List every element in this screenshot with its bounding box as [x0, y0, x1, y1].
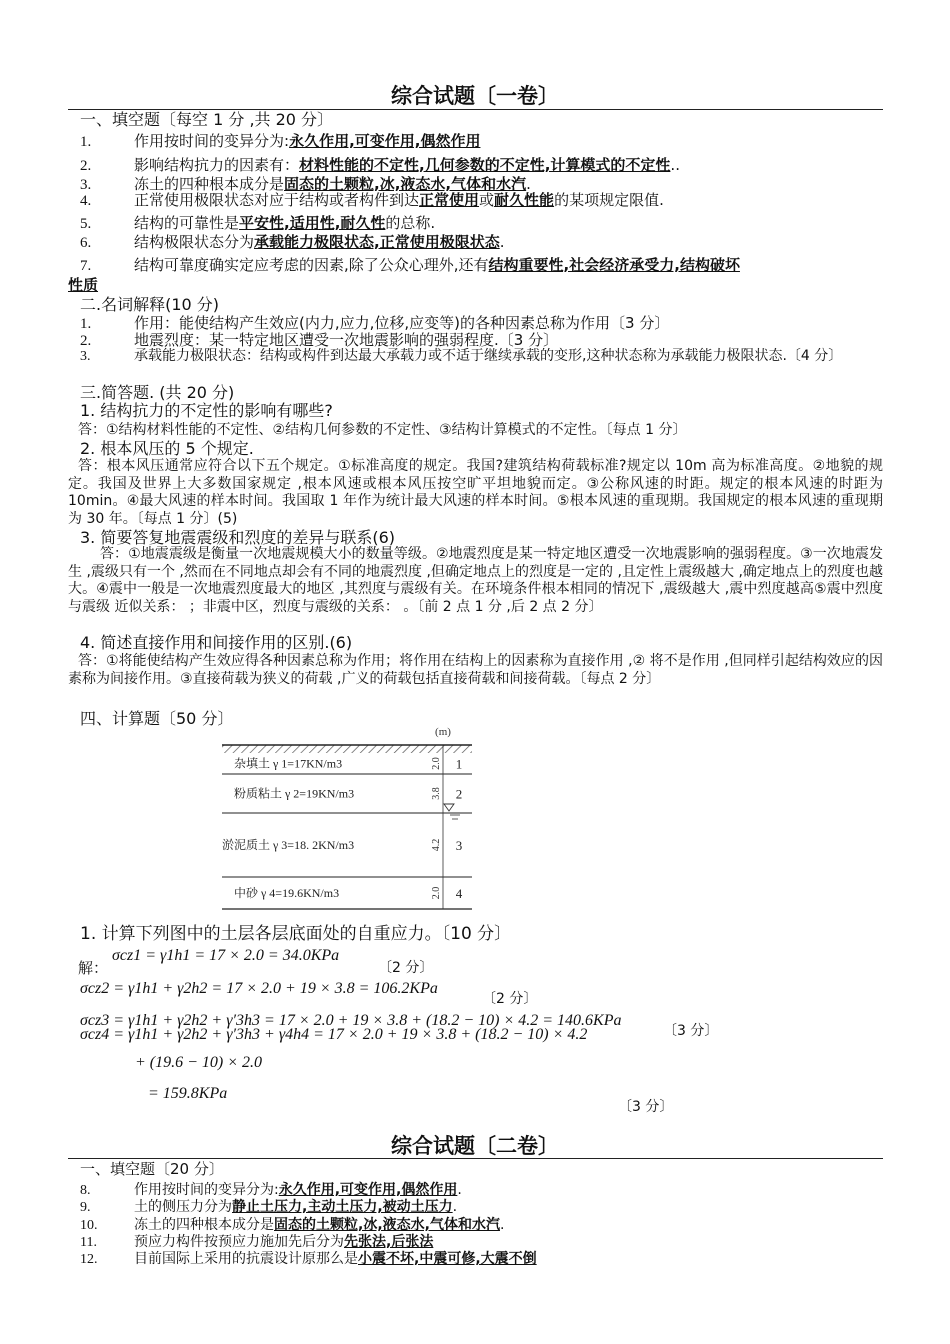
fill-question-4 [68, 191, 883, 210]
question-text: 结构极限状态分为 [134, 233, 255, 251]
answer: 固态的土颗粒,冰,液态水,气体和水汽 [284, 175, 527, 193]
short-answer-1: 答：①结构材料性能的不定性、②结构几何参数的不定性、③结构计算模式的不定性。〔每点 1 分〕 [78, 422, 687, 438]
layer-thickness: 2.0 [431, 886, 442, 900]
short-question-1: 1. 结构抗力的不定性的影响有哪些? [80, 401, 333, 420]
score-equation-2: 〔2 分〕 [482, 991, 538, 1007]
calc-question-1: 1. 计算下列图中的土层各层底面处的自重应力。〔10 分〕 [80, 924, 512, 944]
question-text: 预应力构件按预应力施加先后分为 [134, 1234, 344, 1250]
question-number: 3. [80, 349, 91, 364]
answer: 小震不坏,中震可修,大震不倒 [358, 1251, 537, 1267]
short-answer-2: 答：根本风压通常应符合以下五个规定。①标准高度的规定。我国?建筑结构荷载标准?规定以 10m 高为标准高度。②地貌的规定。我国及世界上大多数国家规定 ,根本风速或根本风压按空旷平坦地貌而定。③公称风速的时距。规定的根本风速的时距为 10min。④最大风速的样本时间。我国取 1 年作为统计最大风速的样本时间。⑤根本风速的重现期。我国规定的根本风速的重现期为 30 年。〔每点 1 分〕(5) [68, 458, 883, 527]
question-number: 11. [80, 1235, 97, 1250]
answer: 静止土压力,主动土压力,被动土压力 [232, 1199, 453, 1215]
question-text: 或 [479, 191, 495, 209]
short-answer-4: 答：①将能使结构产生效应得各种因素总称为作用；将作用在结构上的因素称为直接作用 ,② 将不是作用 ,但同样引起结构效应的因素称为间接作用。③直接荷载为狭义的荷载 ,广义的荷载包括直接荷载和间接荷载。〔每点 2 分〕 [68, 653, 883, 687]
question-number: 2. [80, 333, 92, 349]
soil-layer-name: 淤泥质土 γ 3=18. 2KN/m3 [222, 838, 355, 852]
answer: 正常使用 [419, 191, 480, 209]
punct: . [499, 1217, 505, 1233]
question-number: 5. [80, 216, 92, 232]
section3-title: 三.简答题. (共 20 分) [80, 383, 235, 402]
punct: .. [670, 156, 680, 174]
question-number: 6. [80, 235, 92, 251]
answer: 性质 [68, 276, 99, 294]
soil-layer-name: 中砂 γ 4=19.6KN/m3 [234, 886, 340, 900]
question-text: 土的侧压力分为 [134, 1199, 232, 1215]
definition-text: 作用：能使结构产生效应(内力,应力,位移,应变等)的各种因素总称为作用〔3 分〕 [134, 314, 670, 332]
question-text: 冻土的四种根本成分是 [134, 1217, 274, 1233]
short-question-2: 2. 根本风压的 5 个规定. [80, 439, 254, 458]
fill-question-9 [68, 1198, 883, 1217]
ground-hatch [222, 745, 472, 753]
question-text: 结构的可靠性是 [134, 214, 240, 232]
short-answer-3: 答：①地震震级是衡量一次地震规模大小的数量等级。②地震烈度是某一特定地区遭受一次地震影响的强弱程度。③一次地震发生 ,震级只有一个 ,然而在不同地点却会有不同的地震烈度 ,但确定地点上的烈度是一定的 ,且定性上震级越大 ,确定地点上的烈度也越大。④震中一般是一次地震烈度最大的地区 ,其烈度与震级有关。在环境条件根本相同的情况下 ,震级越大 ,震中烈度越高⑤震中烈度与震级 近似关系： ；非震中区，烈度与震级的关系： 。〔前 2 点 1 分 ,后 2 点 2 分〕 [68, 546, 883, 615]
equation-6: = 159.8KPa [148, 1085, 228, 1102]
fill-question-6 [68, 233, 883, 252]
answer: 永久作用,可变作用,偶然作用 [278, 1182, 458, 1198]
unit-label: (m) [435, 726, 451, 738]
answer: 承载能力极限状态,正常使用极限状态 [254, 233, 500, 251]
answer: 平安性,适用性,耐久性 [239, 214, 386, 232]
question-text: 影响结构抗力的因素有： [134, 156, 300, 174]
fill-question-7 [68, 256, 883, 275]
soil-layer-name: 粉质粘土 γ 2=19KN/m3 [234, 786, 355, 801]
question-text: 结构可靠度确实定应考虑的因素,除了公众心理外,还有 [134, 256, 489, 274]
title-rule [68, 1158, 883, 1159]
paper2-section1-title: 一、填空题〔20 分〕 [80, 1160, 224, 1178]
question-number: 10. [80, 1218, 98, 1233]
equation-5: + (19.6 − 10) × 2.0 [135, 1054, 263, 1071]
equation-3: σcz3 = γ1h1 + γ2h2 + γ′3h3 = 17 × 2.0 + 19 × 3.8 + (18.2 − 10) × 4.2 = 140.6KPa [80, 1012, 622, 1029]
layer-number: 2 [455, 786, 463, 802]
question-text: 的某项规定限值. [554, 191, 664, 209]
question-text: 正常使用极限状态对应于结构或者构件到达 [134, 191, 420, 209]
fill-question-5 [68, 214, 883, 233]
question-number: 12. [80, 1252, 98, 1267]
soil-profile-diagram [218, 725, 478, 915]
score-equation-3: 〔3 分〕 [663, 1023, 719, 1039]
short-question-3: 3. 简要答复地震震级和烈度的差异与联系(6) [80, 528, 396, 547]
answer: 结构重要性,社会经济承受力,结构破坏 [488, 256, 740, 274]
layer-thickness: 3.8 [431, 787, 442, 800]
question-number: 3. [80, 177, 92, 193]
score-equation-1: 〔2 分〕 [378, 960, 434, 976]
section2-title: 二.名词解释(10 分) [80, 295, 220, 314]
section1-title: 一、填空题〔每空 1 分 ,共 20 分〕 [80, 110, 334, 129]
fill-question-2 [68, 156, 883, 175]
fill-question-1 [68, 132, 883, 151]
layer-number: 1 [455, 756, 463, 772]
definition-text: 地震烈度：某一特定地区遭受一次地震影响的强弱程度.〔3 分〕 [134, 331, 559, 349]
answer: 耐久性能 [494, 191, 555, 209]
punct: . [499, 233, 505, 251]
question-text: 的总称. [385, 214, 436, 232]
answer: 永久作用,可变作用,偶然作用 [289, 132, 481, 150]
question-number: 9. [80, 1200, 91, 1215]
score-equation-6: 〔3 分〕 [618, 1099, 674, 1115]
question-text: 冻土的四种根本成分是 [134, 175, 285, 193]
soil-layer-name: 杂填土 γ 1=17KN/m3 [234, 756, 343, 771]
answer: 材料性能的不定性,几何参数的不定性,计算模式的不定性 [299, 156, 671, 174]
question-text: 目前国际上采用的抗震设计原那么是 [134, 1251, 358, 1267]
water-table-icon [444, 804, 454, 811]
fill-question-7-cont [68, 276, 883, 294]
paper2-title: 综合试题〔二卷〕 [391, 1134, 559, 1158]
section4-title: 四、计算题〔50 分〕 [80, 709, 234, 728]
punct: . [452, 1199, 458, 1215]
question-number: 1. [80, 134, 92, 150]
question-number: 7. [80, 258, 92, 274]
answer: 固态的土颗粒,冰,液态水,气体和水汽 [274, 1217, 500, 1233]
question-number: 8. [80, 1183, 91, 1198]
paper1-title: 综合试题〔一卷〕 [391, 84, 559, 108]
short-question-4: 4. 简述直接作用和间接作用的区别.(6) [80, 633, 353, 652]
layer-number: 3 [455, 838, 463, 853]
answer: 先张法,后张法 [344, 1234, 434, 1250]
equation-4: σcz4 = γ1h1 + γ2h2 + γ′3h3 + γ4h4 = 17 × 2.0 + 19 × 3.8 + (18.2 − 10) × 4.2 [80, 1026, 588, 1043]
layer-thickness: 2.0 [431, 757, 442, 770]
question-number: 2. [80, 158, 92, 174]
question-text: 作用按时间的变异分为: [134, 1182, 279, 1198]
equation-2: σcz2 = γ1h1 + γ2h2 = 17 × 2.0 + 19 × 3.8 = 106.2KPa [80, 980, 438, 997]
layer-number: 4 [455, 886, 463, 901]
definition-text: 承载能力极限状态：结构或构件到达最大承载力或不适于继续承载的变形,这种状态称为承载能力极限状态.〔4 分〕 [134, 348, 843, 364]
solution-label: 解： [78, 959, 109, 977]
layer-thickness: 4.2 [431, 838, 442, 852]
question-text: 作用按时间的变异分为: [134, 132, 290, 150]
equation-1: σcz1 = γ1h1 = 17 × 2.0 = 34.0KPa [112, 947, 340, 964]
question-number: 1. [80, 316, 92, 332]
punct: . [526, 175, 531, 193]
definition-3 [68, 348, 883, 366]
punct: . [457, 1182, 462, 1198]
question-number: 4. [80, 193, 92, 209]
fill-question-12 [68, 1250, 883, 1269]
